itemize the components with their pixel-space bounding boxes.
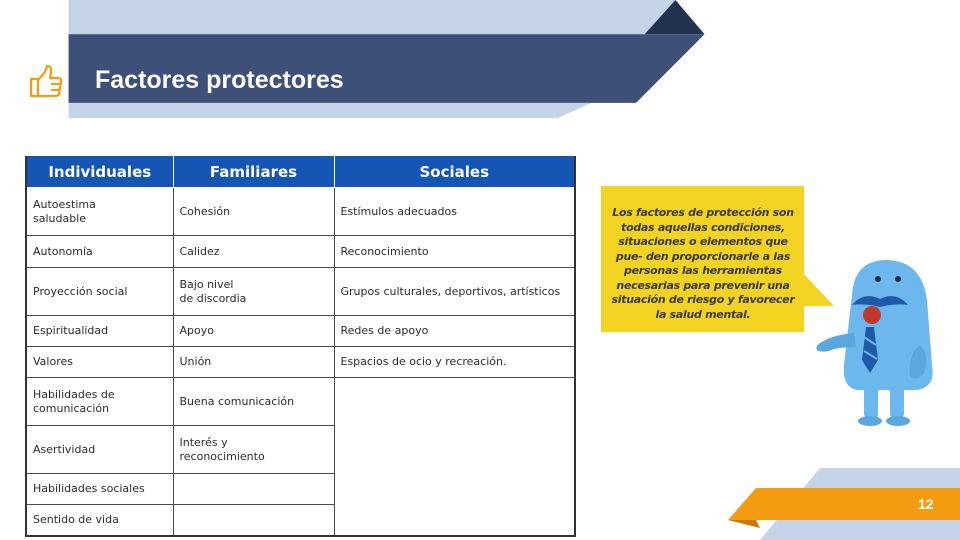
table-cell: Redes de apoyo — [334, 316, 575, 347]
table-cell: Habilidades de comunicación — [26, 378, 173, 426]
table-cell: Bajo nivel de discordia — [173, 268, 334, 316]
table-row — [26, 378, 575, 426]
thumbs-up-icon — [28, 64, 64, 100]
column-header-individuales: Individuales — [26, 156, 173, 188]
table-cell: Reconocimiento — [334, 236, 575, 268]
table-cell: Autoestima saludable — [26, 188, 173, 236]
table-cell: Valores — [26, 347, 173, 378]
table-row — [26, 347, 575, 378]
protective-factors-table — [25, 156, 576, 537]
callout-text: Los factores de protección son todas aquellas condiciones, situaciones o elementos que pue- den proporcionarle a las personas las herramientas necesarias para prevenir una situación de riesgo y favorecer la salud mental. — [611, 206, 795, 321]
table-cell: Espiritualidad — [26, 316, 173, 347]
table-cell: Calidez — [173, 236, 334, 268]
table-cell: Interés y reconocimiento — [173, 426, 334, 474]
table-cell: Estímulos adecuados — [334, 188, 575, 236]
table-header-row — [26, 156, 575, 188]
table-cell: Autonomía — [26, 236, 173, 268]
column-header-sociales: Sociales — [334, 156, 575, 188]
column-header-familiares: Familiares — [173, 156, 334, 188]
table-row — [26, 316, 575, 347]
table-cell: Buena comunicación — [173, 378, 334, 426]
page-title: Factores protectores — [95, 66, 344, 94]
table-cell: Habilidades sociales — [26, 474, 173, 505]
table-cell: Sentido de vida — [26, 505, 173, 536]
table-cell — [173, 505, 334, 536]
table-cell — [173, 474, 334, 505]
table-cell: Apoyo — [173, 316, 334, 347]
mascot-illustration — [812, 255, 942, 427]
page-number: 12 — [918, 496, 934, 512]
table-row — [26, 188, 575, 236]
header-background — [0, 0, 960, 120]
table-cell: Grupos culturales, deportivos, artísticos — [334, 268, 575, 316]
table-cell: Espacios de ocio y recreación. — [334, 347, 575, 378]
table-cell — [334, 378, 575, 536]
table-row — [26, 268, 575, 316]
table-cell: Cohesión — [173, 188, 334, 236]
table-cell: Asertividad — [26, 426, 173, 474]
table-cell: Unión — [173, 347, 334, 378]
table-row — [26, 236, 575, 268]
table-cell: Proyección social — [26, 268, 173, 316]
